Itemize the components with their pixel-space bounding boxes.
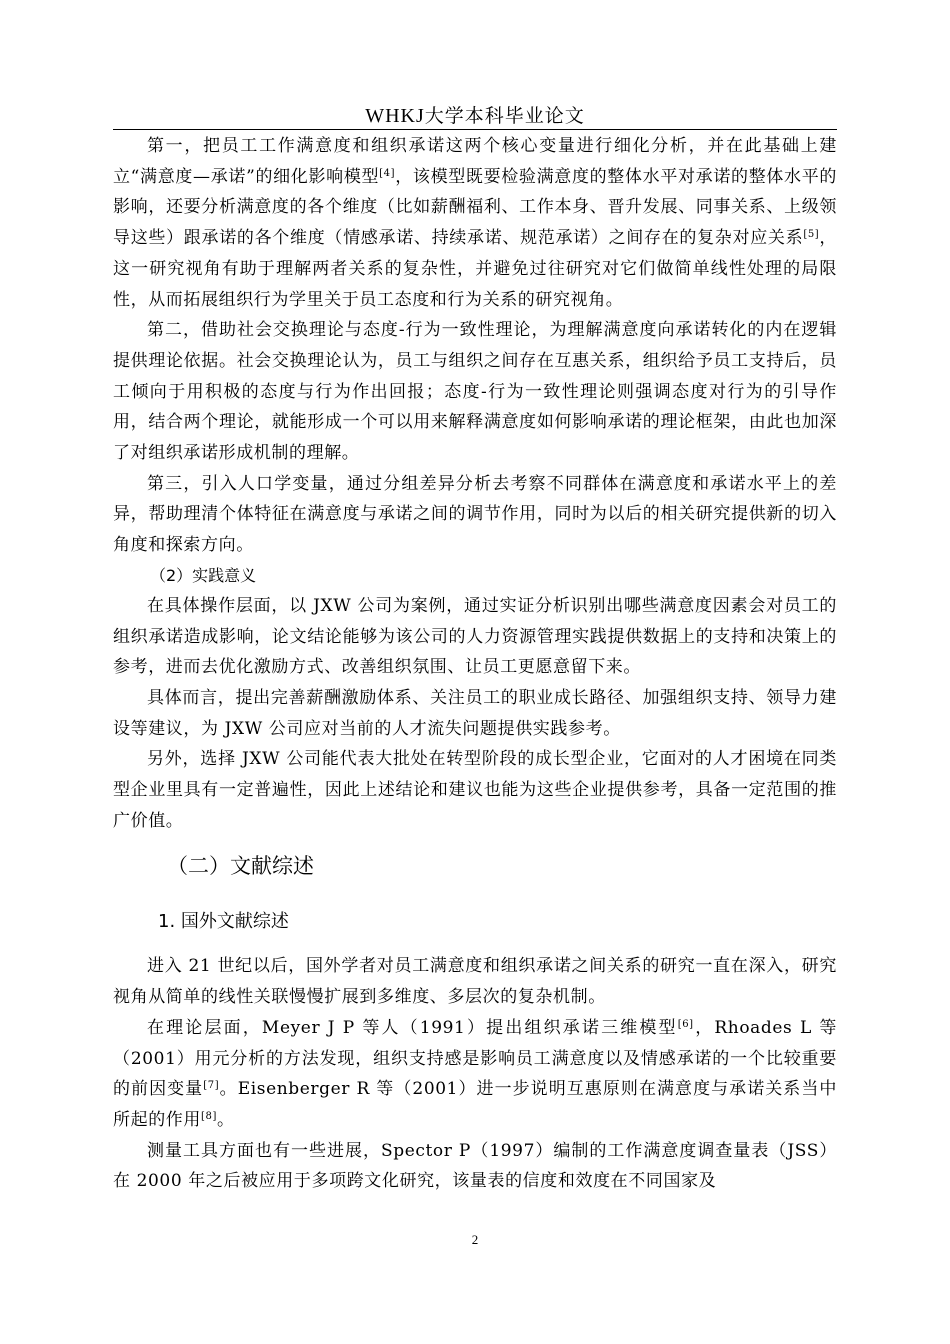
subsection-heading-foreign-literature: 1. 国外文献综述 <box>158 911 289 933</box>
header-rule <box>113 129 837 130</box>
body-text <box>113 131 837 1197</box>
citation-5: [5] <box>803 229 820 241</box>
paragraph-theory-1: 第一，把员工工作满意度和组织承诺这两个核心变量进行细化分析，并在此基础上建立“满意度—承诺”的细化影响模型[4]，该模型既要检验满意度的整体水平对承诺的整体水平的影响，还要分析满意度的各个维度（比如薪酬福利、工作本身、晋升发展、同事关系、上级领导这些）跟承诺的各个维度（情感承诺、持续承诺、规范承诺）之间存在的复杂对应关系[5]，这一研究视角有助于理解两者关系的复杂性，并避免过往研究对它们做简单线性处理的局限性，从而拓展组织行为学里关于员工态度和行为关系的研究视角。 <box>113 136 837 310</box>
citation-8: [8] <box>201 1110 217 1122</box>
paragraph-theory-2: 第二，借助社会交换理论与态度-行为一致性理论，为理解满意度向承诺转化的内在逻辑提供理论依据。社会交换理论认为，员工与组织之间存在互惠关系，组织给予员工支持后，员工倾向于用积极的态度与行为作出回报；态度-行为一致性理论则强调态度对行为的引导作用，结合两个理论，就能形成一个可以用来解释满意度如何影响承诺的理论框架，由此也加深了对组织承诺形成机制的理解。 <box>113 320 837 464</box>
header-title: 大学本科毕业论文 <box>424 105 585 127</box>
citation-4: [4] <box>379 167 396 179</box>
subheading-practical-significance: （2）实践意义 <box>150 565 257 585</box>
citation-7: [7] <box>203 1080 220 1092</box>
paragraph-practice-2: 具体而言，提出完善薪酬激励体系、关注员工的职业成长路径、加强组织支持、领导力建设等建议，为 JXW 公司应对当前的人才流失问题提供实践参考。 <box>113 687 837 739</box>
paragraph-foreign-3: 测量工具方面也有一些进展，Spector P（1997）编制的工作满意度调查量表（JSS）在 2000 年之后被应用于多项跨文化研究，该量表的信度和效度在不同国家及 <box>113 1140 837 1192</box>
paragraph-practice-1: 在具体操作层面，以 JXW 公司为案例，通过实证分析识别出哪些满意度因素会对员工的组织承诺造成影响，论文结论能够为该公司的人力资源管理实践提供数据上的支持和决策上的参考，进而去优化激励方式、改善组织氛围、让员工更愿意留下来。 <box>113 595 837 678</box>
citation-6: [6] <box>677 1018 694 1030</box>
page-number: 2 <box>471 1232 479 1247</box>
page-header <box>113 104 837 128</box>
header-school-code: WHKJ <box>365 105 425 127</box>
paragraph-practice-3: 另外，选择 JXW 公司能代表大批处在转型阶段的成长型企业，它面对的人才困境在同类型企业里具有一定普遍性，因此上述结论和建议也能为这些企业提供参考，具备一定范围的推广价值。 <box>113 749 837 831</box>
section-heading-literature-review: （二）文献综述 <box>167 854 314 879</box>
paragraph-foreign-2: 在理论层面，Meyer J P 等人（1991）提出组织承诺三维模型[6]，Rhoades L 等（2001）用元分析的方法发现，组织支持感是影响员工满意度以及情感承诺的一个比较重要的前因变量[7]。Eisenberger R 等（2001）进一步说明互惠原则在满意度与承诺关系当中所起的作用[8]。 <box>113 1017 838 1130</box>
paragraph-foreign-1: 进入 21 世纪以后，国外学者对员工满意度和组织承诺之间关系的研究一直在深入，研究视角从简单的线性关联慢慢扩展到多维度、多层次的复杂机制。 <box>113 956 837 1008</box>
paragraph-theory-3: 第三，引入人口学变量，通过分组差异分析去考察不同群体在满意度和承诺水平上的差异，帮助理清个体特征在满意度与承诺之间的调节作用，同时为以后的相关研究提供新的切入角度和探索方向。 <box>113 473 837 556</box>
